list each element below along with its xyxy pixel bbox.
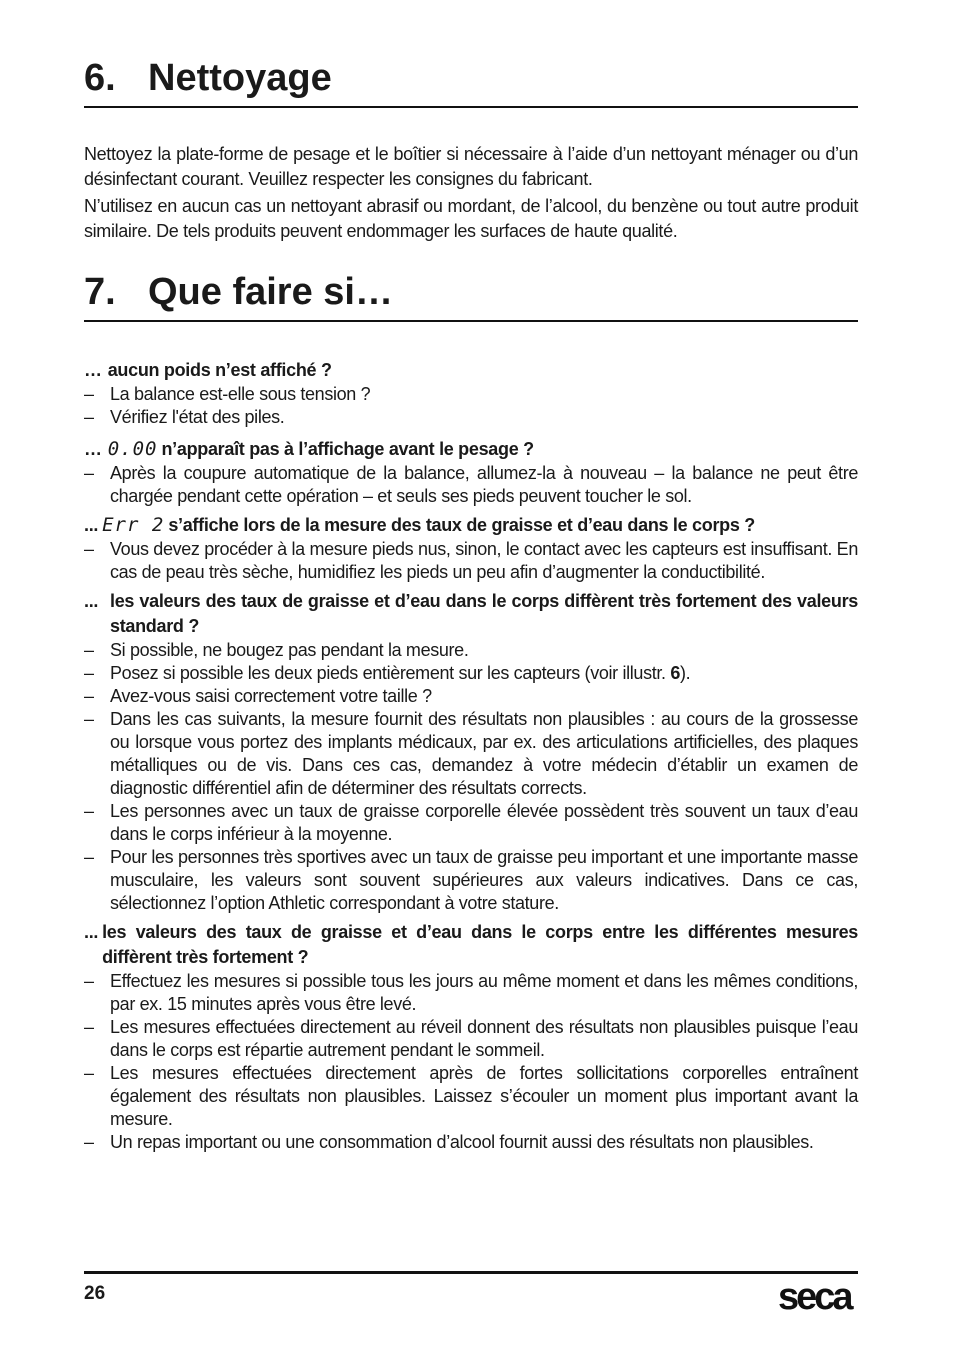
list-item — [84, 538, 858, 584]
section-title: Que faire si… — [148, 271, 393, 313]
section-6-heading — [84, 56, 858, 108]
list-item — [84, 846, 858, 915]
list-item — [84, 708, 858, 800]
list-item — [84, 800, 858, 846]
question-text: aucun poids n’est affiché ? — [107, 360, 332, 380]
question-heading — [84, 513, 858, 538]
illustration-reference: 6 — [670, 663, 680, 683]
dash-bullet: – — [84, 1017, 94, 1037]
list-item — [84, 1062, 858, 1131]
answer-list — [84, 538, 858, 584]
item-text: Pour les personnes très sportives avec un taux de graisse peu important et une importante masse musculaire, les valeurs sont souvent supérieures aux valeurs indicatives. Dans ce cas, sélectionnez l’option Athletic correspondant à votre stature. — [110, 847, 858, 913]
list-item — [84, 685, 858, 708]
question-text: s’affiche lors de la mesure des taux de graisse et d’eau dans le corps ? — [168, 515, 755, 535]
dash-bullet: – — [84, 384, 94, 404]
paragraph: N’utilisez en aucun cas un nettoyant abrasif ou mordant, de l’alcool, du benzène ou tout autre produit similaire. De tels produits peuvent endommager les surfaces de haute qualité. — [84, 196, 858, 241]
answer-list — [84, 970, 858, 1154]
item-text: La balance est-elle sous tension ? — [110, 384, 371, 404]
section-title: Nettoyage — [148, 57, 332, 99]
list-item — [84, 639, 858, 662]
list-item — [84, 1131, 858, 1154]
question-prefix: … — [84, 439, 102, 459]
item-text: Avez-vous saisi correctement votre taille ? — [110, 686, 432, 706]
item-text — [110, 662, 858, 685]
item-text: Effectuez les mesures si possible tous les jours au même moment et dans les mêmes conditions, par ex. 15 minutes après vous être levé. — [110, 971, 858, 1014]
question-heading — [84, 920, 858, 970]
display-readout: Err 2 — [102, 514, 165, 536]
section-6-body — [84, 142, 858, 244]
seca-logo: seca — [778, 1276, 851, 1318]
dash-bullet: – — [84, 640, 94, 660]
dash-bullet: – — [84, 463, 94, 483]
section-number: 6. — [84, 57, 116, 99]
dash-bullet: – — [84, 686, 94, 706]
item-text: Vérifiez l'état des piles. — [110, 407, 285, 427]
list-item — [84, 383, 858, 406]
item-text-part: Posez si possible les deux pieds entièrement sur les capteurs (voir illustr. — [110, 663, 666, 683]
answer-list — [84, 639, 858, 915]
item-text: Si possible, ne bougez pas pendant la mesure. — [110, 640, 469, 660]
list-item — [84, 970, 858, 1016]
dash-bullet: – — [84, 1063, 94, 1083]
item-text: Vous devez procéder à la mesure pieds nus, sinon, le contact avec les capteurs est insuffisant. En cas de peau très sèche, humidifiez les pieds un peu afin d’augmenter la conductibilité. — [110, 539, 858, 582]
dash-bullet: – — [84, 1132, 94, 1152]
dash-bullet: – — [84, 539, 94, 559]
dash-bullet: – — [84, 971, 94, 991]
display-readout: 0.00 — [107, 438, 158, 460]
dash-bullet: – — [84, 847, 94, 867]
item-text: Après la coupure automatique de la balance, allumez-la à nouveau – la balance ne peut être chargée pendant cette opération – et seuls ses pieds peuvent toucher le sol. — [110, 463, 858, 506]
question-prefix: ... — [84, 591, 99, 611]
footer-divider — [84, 1271, 858, 1274]
section-number: 7. — [84, 271, 116, 313]
question-text: les valeurs des taux de graisse et d’eau dans le corps diffèrent très fortement des valeurs standard ? — [110, 591, 858, 636]
item-text: Les mesures effectuées directement après de fortes sollicitations corporelles entraînent également des résultats non plausibles. Laissez s’écouler un moment plus important avant la mesure. — [110, 1063, 858, 1129]
question-prefix: ... — [84, 922, 99, 942]
list-item — [84, 662, 858, 685]
answer-list — [84, 383, 858, 429]
item-text: Les personnes avec un taux de graisse corporelle élevée possèdent très souvent un taux d’eau dans le corps inférieur à la moyenne. — [110, 801, 858, 844]
list-item — [84, 406, 858, 429]
dash-bullet: – — [84, 663, 94, 683]
item-text: Un repas important ou une consommation d’alcool fournit aussi des résultats non plausibles. — [110, 1132, 814, 1152]
question-heading — [84, 358, 858, 383]
list-item — [84, 1016, 858, 1062]
answer-list — [84, 462, 858, 508]
dash-bullet: – — [84, 801, 94, 821]
list-item — [84, 462, 858, 508]
section-7-body — [84, 358, 858, 1154]
question-heading — [84, 589, 858, 639]
item-text: Les mesures effectuées directement au réveil donnent des résultats non plausibles puisque l’eau dans le corps est répartie autrement pendant le sommeil. — [110, 1017, 858, 1060]
dash-bullet: – — [84, 709, 94, 729]
item-text: Dans les cas suivants, la mesure fournit des résultats non plausibles : au cours de la grossesse ou lorsque vous portez des implants médicaux, par ex. des articulations artificielles, des plaques métalliques ou de vis. Dans ces cas, demandez à votre médecin d’établir un examen de diagnostic différentiel afin de déterminer des résultats corrects. — [110, 709, 858, 798]
page-number: 26 — [84, 1283, 106, 1304]
question-text: les valeurs des taux de graisse et d’eau dans le corps entre les différentes mesures diffèrent très fortement ? — [102, 922, 858, 967]
question-prefix: … — [84, 360, 102, 380]
question-prefix: ... — [84, 515, 99, 535]
section-7-heading — [84, 270, 858, 322]
question-text: n’apparaît pas à l’affichage avant le pesage ? — [161, 439, 534, 459]
question-heading — [84, 437, 858, 462]
item-text-part: ). — [680, 663, 691, 683]
paragraph: Nettoyez la plate-forme de pesage et le boîtier si nécessaire à l’aide d’un nettoyant ménager ou d’un désinfectant courant. Veuillez respecter les consignes du fabricant. — [84, 144, 858, 189]
dash-bullet: – — [84, 407, 94, 427]
